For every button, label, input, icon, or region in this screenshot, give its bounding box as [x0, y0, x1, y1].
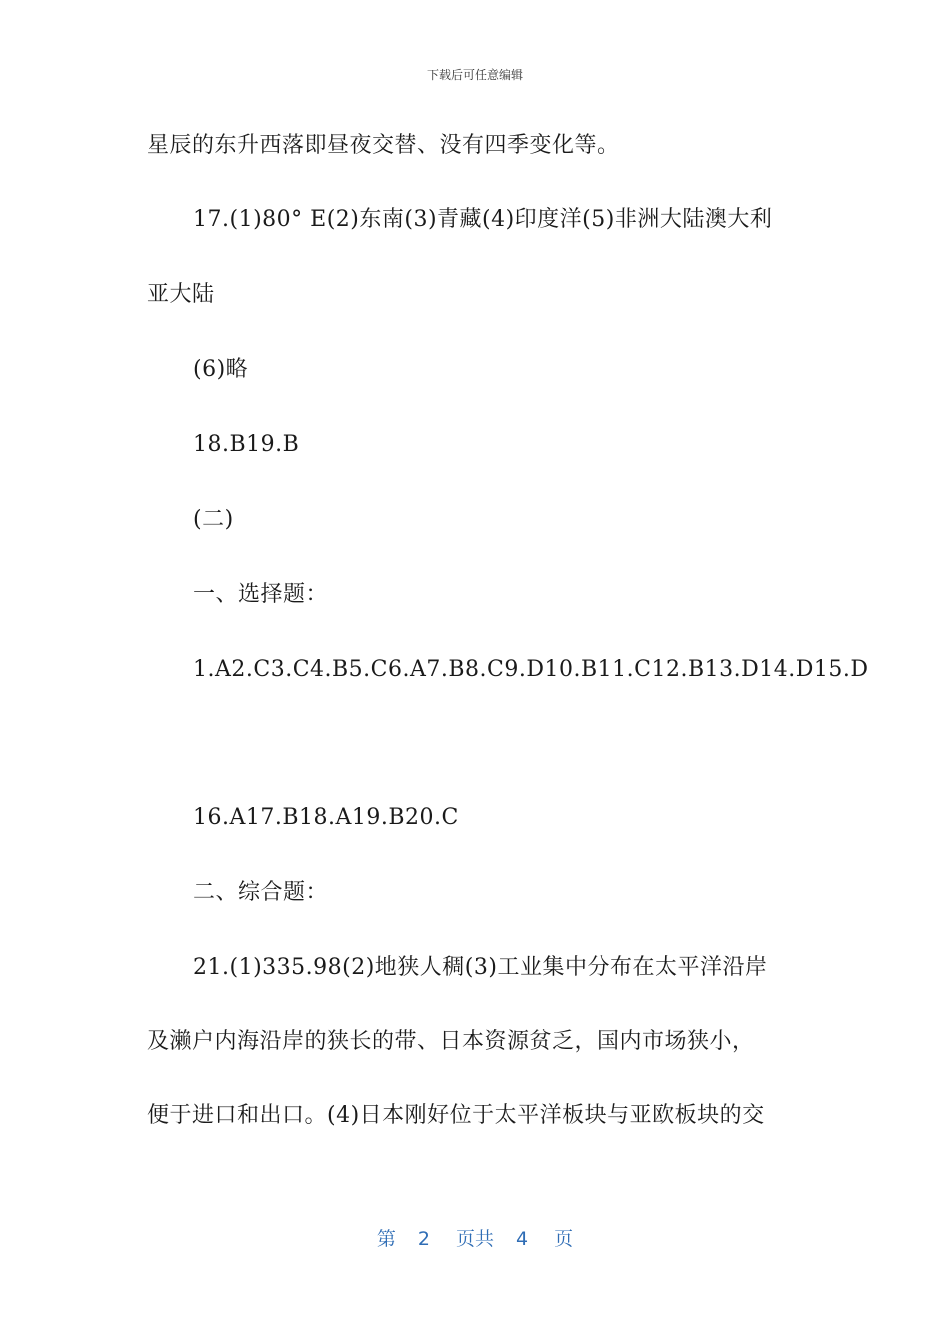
footer-prefix: 第 — [376, 1228, 396, 1250]
body-line-10: 二、综合题： — [193, 880, 329, 905]
body-line-3: 亚大陆 — [147, 282, 215, 307]
body-line-5: 18.B19.B — [193, 432, 300, 457]
body-line-2: 17.(1)80° E(2)东南(3)青藏(4)印度洋(5)非洲大陆澳大利 — [193, 207, 773, 232]
body-line-13: 便于进口和出口。(4)日本刚好位于太平洋板块与亚欧板块的交 — [147, 1103, 765, 1128]
body-line-4: (6)略 — [193, 357, 249, 382]
footer-page-number: 2 — [417, 1228, 430, 1250]
body-line-6: (二) — [193, 507, 234, 532]
body-line-11: 21.(1)335.98(2)地狭人稠(3)工业集中分布在太平洋沿岸 — [193, 955, 768, 980]
page-header: 下载后可任意编辑 — [426, 68, 523, 82]
page-footer — [0, 1226, 950, 1252]
body-line-1: 星辰的东升西落即昼夜交替、没有四季变化等。 — [147, 133, 620, 158]
body-line-7: 一、选择题： — [193, 582, 329, 607]
footer-total-pages: 4 — [516, 1228, 529, 1250]
footer-middle: 页共 — [455, 1228, 494, 1250]
body-line-9: 16.A17.B18.A19.B20.C — [193, 805, 459, 830]
body-line-8: 1.A2.C3.C4.B5.C6.A7.B8.C9.D10.B11.C12.B13.D14.D15.D — [193, 657, 869, 682]
footer-suffix: 页 — [554, 1228, 574, 1250]
body-line-12: 及濑户内海沿岸的狭长的带、日本资源贫乏，国内市场狭小， — [147, 1029, 755, 1054]
